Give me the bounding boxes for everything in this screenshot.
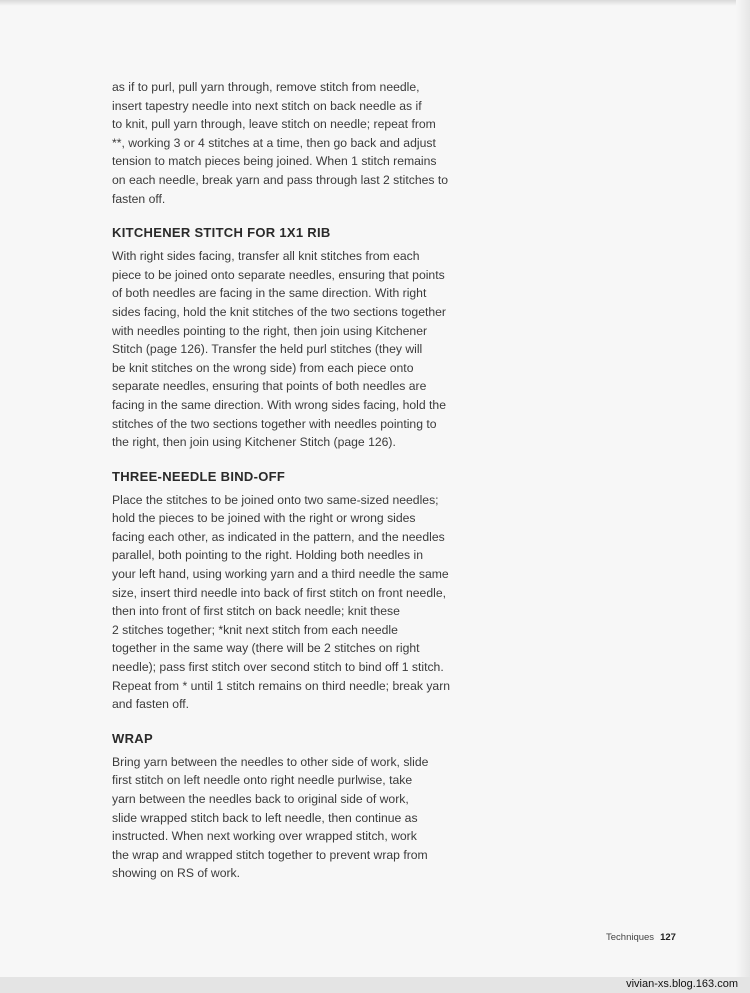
kitchener-rib-paragraph [112,247,482,452]
heading-wrap: WRAP [112,730,153,746]
text-line: to knit, pull yarn through, leave stitch on needle; repeat from [112,117,436,132]
text-line: separate needles, ensuring that points of both needles are [112,379,427,394]
wrap-paragraph [112,753,482,883]
footer-section-label: Techniques [606,932,655,943]
text-line: Stitch (page 126). Transfer the held purl stitches (they will [112,342,423,357]
watermark: vivian-xs.blog.163.com [626,978,738,990]
three-needle-paragraph [112,491,482,714]
text-line: first stitch on left needle onto right needle purlwise, take [112,773,413,788]
text-line: the right, then join using Kitchener Stitch (page 126). [112,435,396,450]
text-line: With right sides facing, transfer all knit stitches from each [112,249,420,264]
text-line: as if to purl, pull yarn through, remove stitch from needle, [112,80,420,94]
text-line: sides facing, hold the knit stitches of the two sections together [112,304,446,319]
text-line: your left hand, using working yarn and a third needle the same [112,567,449,582]
text-line: Bring yarn between the needles to other side of work, slide [112,754,429,769]
text-column [112,78,482,883]
text-line: parallel, both pointing to the right. Holding both needles in [112,548,423,563]
heading-kitchener-rib: KITCHENER STITCH FOR 1X1 RIB [112,225,331,241]
text-line: with needles pointing to the right, then join using Kitchener [112,323,428,338]
text-line: size, insert third needle into back of first stitch on front needle, [112,585,446,600]
text-line: then into front of first stitch on back needle; knit these [112,604,400,619]
text-line: 2 stitches together; *knit next stitch from each needle [112,622,398,637]
text-line: fasten off. [112,191,166,206]
page-number: 127 [660,932,676,943]
text-line: tension to match pieces being joined. When 1 stitch remains [112,154,437,169]
scan-right-edge [736,0,750,980]
text-line: piece to be joined onto separate needles, ensuring that points [112,267,445,282]
text-line: on each needle, break yarn and pass through last 2 stitches to [112,172,449,187]
text-line: insert tapestry needle into next stitch on back needle as if [112,98,422,113]
text-line: the wrap and wrapped stitch together to prevent wrap from [112,847,428,862]
text-line: facing each other, as indicated in the pattern, and the needles [112,529,445,544]
text-line: together in the same way (there will be 2 stitches on right [112,641,420,656]
text-line: **, working 3 or 4 stitches at a time, then go back and adjust [112,135,436,150]
text-line: be knit stitches on the wrong side) from each piece onto [112,360,414,375]
text-line: showing on RS of work. [112,866,241,881]
text-line: and fasten off. [112,697,190,712]
text-line: Repeat from * until 1 stitch remains on third needle; break yarn [112,678,451,693]
text-line: facing in the same direction. With wrong sides facing, hold the [112,397,446,412]
text-line: hold the pieces to be joined with the right or wrong sides [112,511,416,526]
text-line: yarn between the needles back to original side of work, [112,792,409,806]
page-footer [606,932,676,943]
text-line: instructed. When next working over wrapped stitch, work [112,829,417,844]
text-line: stitches of the two sections together with needles pointing to [112,416,437,431]
scan-top-shadow [0,0,750,6]
intro-paragraph [112,78,482,208]
text-line: of both needles are facing in the same direction. With right [112,286,427,301]
text-line: needle); pass first stitch over second stitch to bind off 1 stitch. [112,660,444,675]
text-line: Place the stitches to be joined onto two same-sized needles; [112,492,439,507]
heading-three-needle-bind-off: THREE-NEEDLE BIND-OFF [112,468,286,484]
text-line: slide wrapped stitch back to left needle, then continue as [112,810,418,825]
